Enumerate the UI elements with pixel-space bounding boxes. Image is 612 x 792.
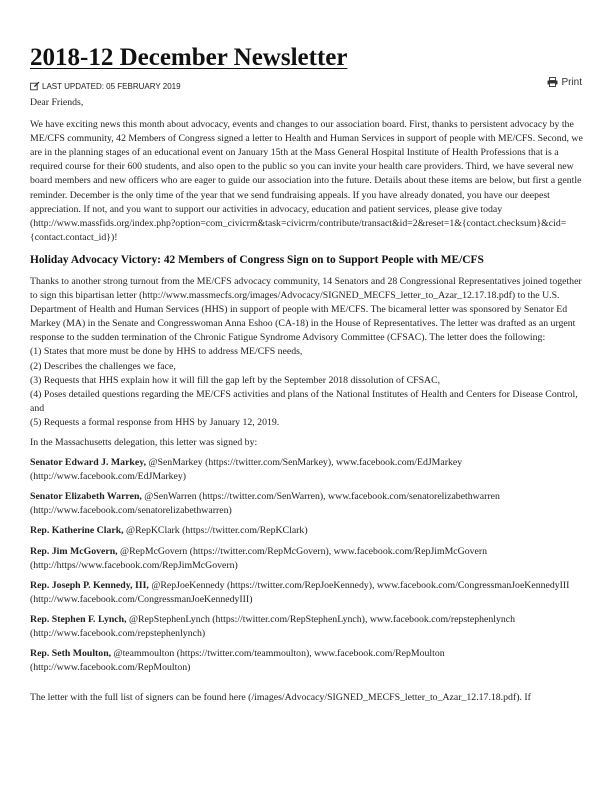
letter-point: (5) Requests a formal response from HHS by January 12, 2019.: [30, 416, 280, 428]
signer-entry: [30, 490, 586, 518]
signer-entry: [30, 613, 586, 641]
signer-details: @SenMarkey (https://twitter.com/SenMarkey), www.facebook.com/EdJMarkey (http://www.facebook.com/EdJMarkey): [30, 457, 463, 483]
signer-details: @RepJoeKennedy (https://twitter.com/RepJoeKennedy), www.facebook.com/CongressmanJoeKennedyIII (http://www.facebook.com/CongressmanJoeKennedyIII): [30, 579, 570, 605]
signer-details: @RepKClark (https://twitter.com/RepKClark): [123, 525, 308, 537]
signer-entry: [30, 524, 586, 538]
letter-point: (3) Requests that HHS explain how it will fill the gap left by the September 2018 dissolution of CFSAC,: [30, 374, 441, 386]
print-label: Print: [561, 77, 582, 88]
signer-name: Senator Elizabeth Warren,: [30, 491, 142, 503]
greeting: Dear Friends,: [30, 97, 84, 108]
signer-details: @RepMcGovern (https://twitter.com/RepMcGovern), www.facebook.com/RepJimMcGovern (http://https//www.facebook.com/RepJimMcGovern): [30, 545, 488, 571]
signer-entry: [30, 456, 586, 484]
intro-paragraph: We have exciting news this month about advocacy, events and changes to our association board. First, thanks to persistent advocacy by the ME/CFS community, 42 Members of Congress signed a letter to Health and Human Services in support of people with ME/CFS. Second, we are in the planning stages of an educational event on January 15th at the Mass General Hospital Institute of Health Professions that is a required course for their 600 students, and also open to the public so you can invite your health care providers. Third, we have several new board members and new officers who are eager to guide our association into the future. Details about these items are below, but first a gentle reminder. December is the only time of the year that we send fundraising appeals. If you have already donated, you have our deepest appreciation. If not, and you want to support our activities in advocacy, education and patient services, please give today (http://www.massfids.org/index.php?option=com_civicrm&task=civicrm/contribute/transact&id=2&reset=1&{contact.checksum}&cid={contact.contact_id})!: [30, 119, 583, 243]
section-heading: Holiday Advocacy Victory: 42 Members of Congress Sign on to Support People with ME/CFS: [30, 253, 484, 266]
signer-entry: [30, 545, 586, 573]
advocacy-body: Thanks to another strong turnout from the ME/CFS advocacy community, 14 Senators and 28 Congressional Representatives joined together to sign this bipartisan letter (http://www.massmecfs.org/images/Advocacy/SIGNED_MECFS_letter_to_Azar_12.17.18.pdf) to the U.S. Department of Health and Human Services (HHS) in support of people with ME/CFS. The bicameral letter was sponsored by Senator Ed Markey (MA) in the Senate and Congresswoman Anna Eshoo (CA-18) in the House of Representatives. The letter was drafted as an urgent response to the sudden termination of the Chronic Fatigue Syndrome Advisory Committee (CFSAC). The letter does the following:: [30, 275, 582, 344]
signer-name: Rep. Katherine Clark,: [30, 525, 124, 537]
delegation-intro: In the Massachusetts delegation, this letter was signed by:: [30, 436, 258, 448]
print-button[interactable]: [547, 76, 582, 91]
signer-name: Rep. Jim McGovern,: [30, 545, 118, 557]
edit-icon: [30, 81, 40, 95]
letter-point: (4) Poses detailed questions regarding the ME/CFS activities and plans of the National Institutes of Health and Centers for Disease Control, and: [30, 388, 578, 414]
signer-name: Rep. Joseph P. Kennedy, III,: [30, 579, 149, 591]
last-updated-text: LAST UPDATED: 05 FEBRUARY 2019: [42, 82, 181, 91]
closing-line: The letter with the full list of signers can be found here (/images/Advocacy/SIGNED_MECFS_letter_to_Azar_12.17.18.pdf). If: [30, 692, 531, 704]
signer-name: Rep. Stephen F. Lynch,: [30, 613, 127, 625]
last-updated: [30, 81, 181, 95]
signer-name: Rep. Seth Moulton,: [30, 648, 112, 660]
advocacy-paragraph: [30, 275, 586, 430]
letter-point: (1) States that more must be done by HHS to address ME/CFS needs,: [30, 346, 303, 358]
letter-point: (2) Describes the challenges we face,: [30, 360, 176, 372]
article-body: [30, 96, 586, 711]
signer-details: @teammoulton (https://twitter.com/teammoulton), www.facebook.com/RepMoulton (http://www.facebook.com/RepMoulton): [30, 648, 445, 674]
page-title: 2018-12 December Newsletter: [30, 43, 348, 71]
signer-name: Senator Edward J. Markey,: [30, 457, 147, 469]
article-meta: [30, 77, 582, 94]
print-icon: [547, 77, 558, 91]
signer-entry: [30, 579, 586, 607]
signer-entry: [30, 647, 586, 675]
signer-details: @RepStephenLynch (https://twitter.com/RepStephenLynch), www.facebook.com/repstephenlynch (http://www.facebook.com/repstephenlynch): [30, 613, 516, 639]
signer-details: @SenWarren (https://twitter.com/SenWarren), www.facebook.com/senatorelizabethwarren (http://www.facebook.com/senatorelizabethwarren): [30, 491, 500, 517]
